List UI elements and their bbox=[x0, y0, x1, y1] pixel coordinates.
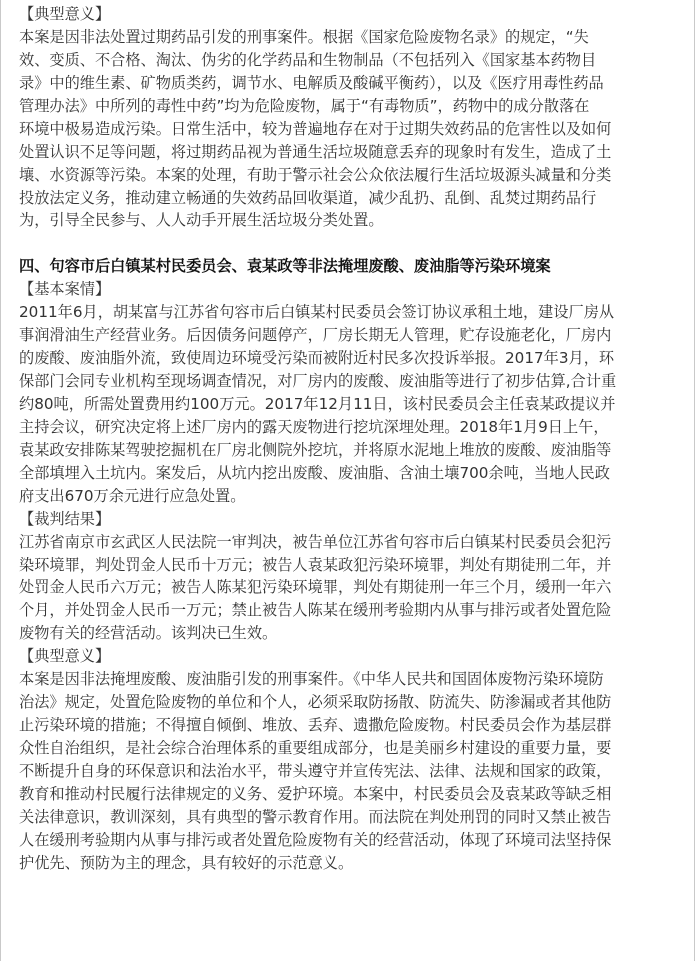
case-heading: 四、句容市后白镇某村民委员会、袁某政等非法掩埋废酸、废油脂等污染环境案 bbox=[19, 257, 551, 276]
paragraph-line: 处罚金人民币六万元；被告人陈某犯污染环境罪，判处有期徒刑一年三个月，缓刑一年六 bbox=[19, 578, 612, 597]
paragraph-line: 废物有关的经营活动。该判决已生效。 bbox=[19, 624, 278, 643]
paragraph-line: 主持会议，研究决定将上述厂房内的露天废物进行挖坑深埋处理。2018年1月9日上午， bbox=[19, 417, 609, 436]
paragraph-line: 为，引导全民参与、人人动手开展生活垃圾分类处置。 bbox=[19, 211, 384, 230]
section-label-basic-facts: 【基本案情】 bbox=[19, 280, 111, 299]
paragraph-line: 护优先、预防为主的理念，具有较好的示范意义。 bbox=[19, 853, 354, 872]
paragraph-line: 不断提升自身的环保意识和法治水平，带头遵守并宣传宪法、法律、法规和国家的政策， bbox=[19, 761, 612, 780]
paragraph-line: 保部门会同专业机构至现场调查情况，对厂房内的废酸、废油脂等进行了初步估算,合计重 bbox=[19, 372, 617, 390]
paragraph-line: 治法》规定，处置危险废物的单位和个人，必须采取防扬散、防流失、防渗漏或者其他防 bbox=[19, 693, 612, 712]
paragraph-line: 教育和推动村民履行法律规定的义务、爱护环境。本案中，村民委员会及袁某政等缺乏相 bbox=[19, 784, 612, 803]
paragraph-line: 录》中的维生素、矿物质类药，调节水、电解质及酸碱平衡药），以及《医疗用毒性药品 bbox=[19, 73, 604, 92]
paragraph-line: 管理办法》中所列的毒性中药”均为危险废物，属于“有毒物质”，药物中的成分散落在 bbox=[19, 96, 590, 115]
paragraph-line: 个月，并处罚金人民币一万元；禁止被告人陈某在缓刑考验期内从事与排污或者处置危险 bbox=[19, 601, 612, 620]
paragraph-line: 效、变质、不合格、淘汰、伪劣的化学药品和生物制品（不包括列入《国家基本药物目 bbox=[19, 50, 597, 69]
paragraph-line: 袁某政安排陈某驾驶挖掘机在厂房北侧院外挖坑，并将原水泥地上堆放的废酸、废油脂等 bbox=[19, 440, 612, 459]
paragraph-line: 止污染环境的措施；不得擅自倾倒、堆放、丢弃、遗撒危险废物。村民委员会作为基层群 bbox=[19, 716, 612, 735]
paragraph-line: 府支出670万余元进行应急处置。 bbox=[19, 486, 246, 505]
paragraph-line: 事润滑油生产经营业务。后因债务问题停产，厂房长期无人管理，贮存设施老化，厂房内 bbox=[19, 326, 612, 345]
paragraph-line: 关法律意识，教训深刻，具有典型的警示教育作用。而法院在判处刑罚的同时又禁止被告 bbox=[19, 807, 612, 826]
paragraph-line: 2011年6月，胡某富与江苏省句容市后白镇某村民委员会签订协议承租土地，建设厂房从 bbox=[19, 303, 615, 322]
paragraph-line: 江苏省南京市玄武区人民法院一审判决，被告单位江苏省句容市后白镇某村民委员会犯污 bbox=[19, 532, 612, 551]
section-label-significance: 【典型意义】 bbox=[19, 5, 111, 23]
section-label-judgment: 【裁判结果】 bbox=[19, 509, 111, 528]
section-label-significance: 【典型意义】 bbox=[19, 647, 111, 666]
paragraph-line: 投放法定义务，推动建立畅通的失效药品回收渠道，减少乱扔、乱倒、乱焚过期药品行 bbox=[19, 188, 597, 207]
paragraph-line: 本案是因非法处置过期药品引发的刑事案件。根据《国家危险废物名录》的规定，“失 bbox=[19, 27, 589, 46]
paragraph-line: 人在缓刑考验期内从事与排污或者处置危险废物有关的经营活动，体现了环境司法坚持保 bbox=[19, 830, 612, 849]
paragraph-line: 壤、水资源等污染。本案的处理，有助于警示社会公众依法履行生活垃圾源头减量和分类 bbox=[19, 165, 612, 184]
blank-line bbox=[19, 232, 678, 255]
paragraph-line: 染环境罪，判处罚金人民币十万元；被告人袁某政犯污染环境罪，判处有期徒刑二年，并 bbox=[19, 555, 612, 574]
paragraph-line: 处置认识不足等问题，将过期药品视为普通生活垃圾随意丢弃的现象时有发生，造成了土 bbox=[19, 142, 612, 161]
paragraph-line: 全部填埋入土坑内。案发后，从坑内挖出废酸、废油脂、含油土壤700余吨，当地人民政 bbox=[19, 463, 610, 482]
paragraph-line: 本案是因非法掩埋废酸、废油脂引发的刑事案件。《中华人民共和国固体废物污染环境防 bbox=[19, 670, 604, 689]
paragraph-line: 众性自治组织，是社会综合治理体系的重要组成部分，也是美丽乡村建设的重要力量，要 bbox=[19, 739, 612, 757]
paragraph-line: 环境中极易造成污染。日常生活中，较为普遍地存在对于过期失效药品的危害性以及如何 bbox=[19, 119, 612, 138]
paragraph-line: 约80吨，所需处置费用约100万元。2017年12月11日，该村民委员会主任袁某政提议并 bbox=[19, 394, 616, 413]
paragraph-line: 的废酸、废油脂外流，致使周边环境受污染而被附近村民多次投诉举报。2017年3月，环 bbox=[19, 349, 615, 368]
